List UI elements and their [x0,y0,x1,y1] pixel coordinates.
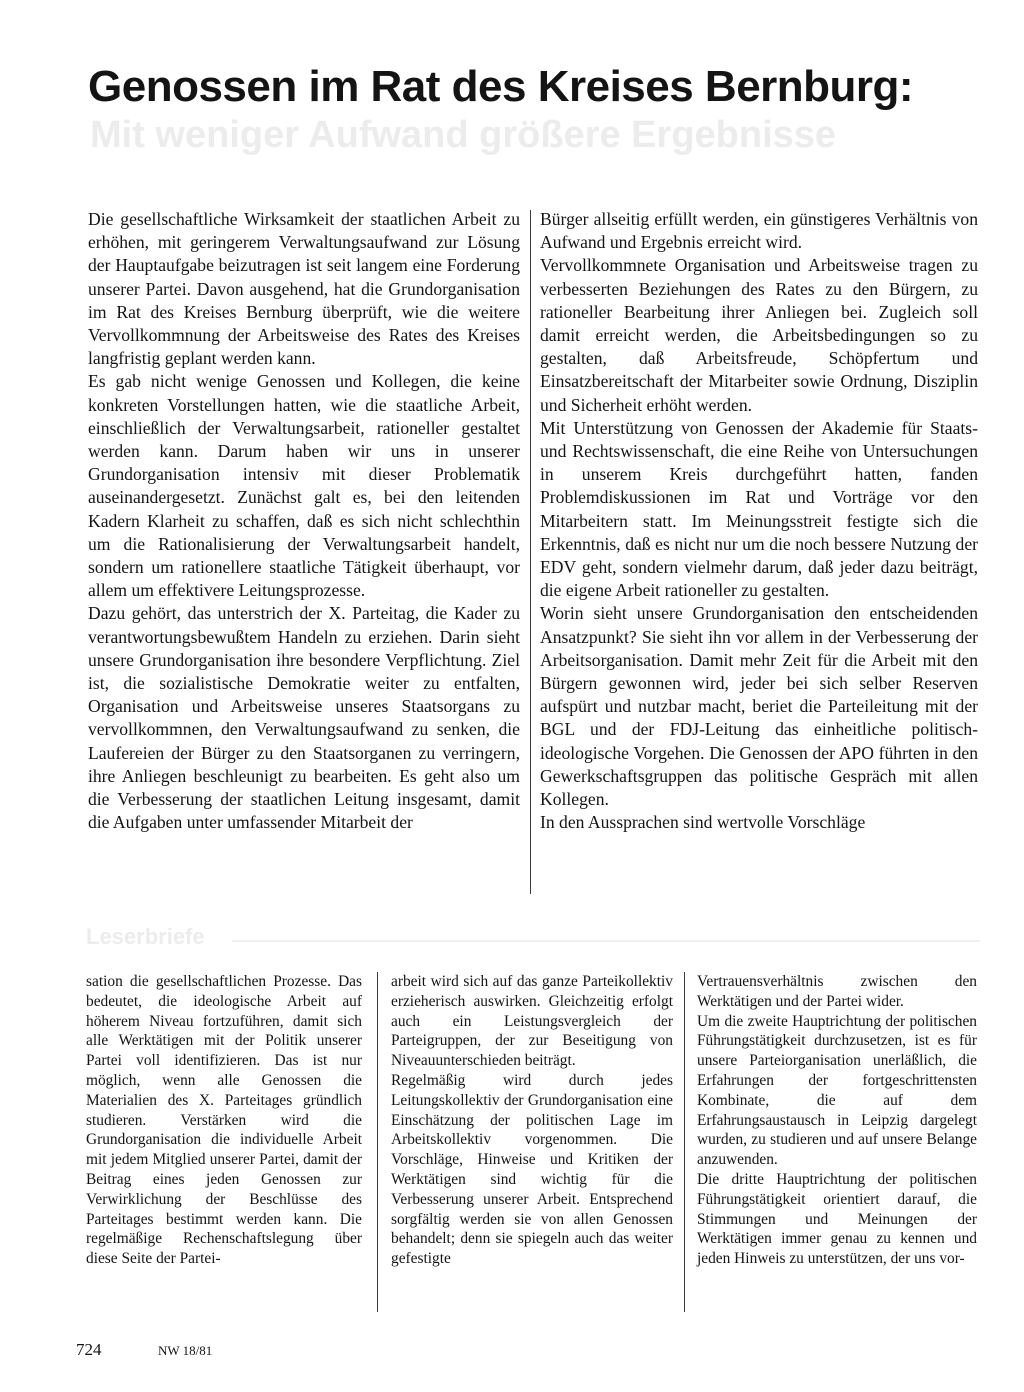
article-paragraph: Es gab nicht wenige Genossen und Kollegen, die keine konkreten Vorstellungen hatten, wie die staatliche Arbeit, einschließlich der Verwaltungsarbeit, rationeller gestaltet werden kann. Darum haben wir uns in unserer Grundorganisation intensiv mit dieser Problematik auseinandergesetzt. Zunächst galt es, bei den leitenden Kadern Klarheit zu schaffen, daß es sich nicht schlechthin um die Rationalisierung der Verwaltungsarbeit handelt, sondern um rationellere staatliche Tätigkeit überhaupt, vor allem um effektivere Leitungsprozesse. [88,371,520,601]
letters-column-1 [86,972,362,1269]
letters-paragraph: Regelmäßig wird durch jedes Leitungskollektiv der Grundorganisation eine Einschätzung der politischen Lage im Arbeitskollektiv vorgenommen. Die Vorschläge, Hinweise und Kritiken der Werktätigen sind wichtig für die Verbesserung unserer Arbeit. Entsprechend sorgfältig werden sie von allen Genossen behandelt; denn sie spiegeln auch das weiter gefestigte [391,1071,673,1268]
article-headline: Genossen im Rat des Kreises Bernburg: [88,62,914,111]
article-column-left [88,208,520,834]
letters-paragraph: arbeit wird sich auf das ganze Parteikollektiv erzieherisch auswirken. Gleichzeitig erfolgt auch ein Leistungsvergleich der Parteigruppen, der zur Beseitigung von Niveauunterschieden beiträgt. [391,973,673,1070]
column-divider [530,210,531,894]
article-column-right [540,208,978,834]
issue-label: NW 18/81 [158,1343,213,1358]
article-paragraph: Vervollkommnete Organisation und Arbeitsweise tragen zu verbesserten Beziehungen des Rates zu den Bürgern, zu rationeller Bearbeitung ihrer Anliegen bei. Zugleich soll damit erreicht werden, die Arbeitsbedingungen so zu gestalten, daß Arbeitsfreude, Schöpfertum und Einsatzbereitschaft der Mitarbeiter sowie Ordnung, Disziplin und Sicherheit erhöht werden. [540,255,978,415]
letters-column-2 [391,972,673,1269]
article-subheadline: Mit weniger Aufwand größere Ergebnisse [90,114,837,156]
letters-paragraph: sation die gesellschaftlichen Prozesse. Das bedeutet, die ideologische Arbeit auf höherem Niveau fortzuführen, damit sich alle Werktätigen mit der Politik unserer Partei voll identifizieren. Das ist nur möglich, wenn alle Genossen die Materialien des X. Parteitages gründlich studieren. Verstärken wird die Grundorganisation die individuelle Arbeit mit jedem Mitglied unserer Partei, damit der Beitrag eines jeden Genossen zur Verwirklichung der Beschlüsse des Parteitages bestimmt werden kann. Die regelmäßige Rechenschaftslegung über diese Seite der Partei- [86,973,362,1268]
article-paragraph: Mit Unterstützung von Genossen der Akademie für Staats- und Rechtswissenschaft, die eine Reihe von Untersuchungen in unserem Kreis durchgeführt hatten, fanden Problemdiskussionen im Rat und Vorträge vor den Mitarbeitern statt. Im Meinungsstreit festigte sich die Erkenntnis, daß es nicht nur um die noch bessere Nutzung der EDV geht, sondern vielmehr darum, daß jeder dazu beiträgt, die eigene Arbeit rationeller zu gestalten. [540,417,978,601]
section-divider [232,940,980,942]
column-divider [377,972,378,1312]
page-number: 724 [76,1340,102,1359]
letters-column-3 [697,972,977,1269]
letters-paragraph: Um die zweite Hauptrichtung der politischen Führungstätigkeit durchzusetzen, ist es für unsere Parteiorganisation unerläßlich, die Erfahrungen der fortgeschrittensten Kombinate, die auf dem Erfahrungsaustausch in Leipzig dargelegt wurden, zu studieren und auf unsere Belange anzuwenden. [697,1012,977,1169]
article-paragraph: Dazu gehört, das unterstrich der X. Parteitag, die Kader zu verantwortungsbewußtem Handeln zu erziehen. Darin sieht unsere Grundorganisation ihre besondere Verpflichtung. Ziel ist, die sozialistische Demokratie weiter zu entfalten, Organisation und Arbeitsweise unseres Staatsorgans zu vervollkommnen, den Verwaltungsaufwand zu senken, die Laufereien der Bürger zu den Staatsorganen zu verringern, ihre Anliegen beschleunigt zu bearbeiten. Es geht also um die Verbesserung der staatlichen Leitung insgesamt, damit die Aufgaben unter umfassender Mitarbeit der [88,603,520,833]
letters-paragraph: Die dritte Hauptrichtung der politischen Führungstätigkeit orientiert darauf, die Stimmungen und Meinungen der Werktätigen immer genau zu kennen und jeden Hinweis zu unterstützen, der uns vor- [697,1170,977,1268]
letters-paragraph: Vertrauensverhältnis zwischen den Werktätigen und der Partei wider. [697,973,977,1010]
article-paragraph: Die gesellschaftliche Wirksamkeit der staatlichen Arbeit zu erhöhen, mit geringerem Verwaltungsaufwand zur Lösung der Hauptaufgabe beizutragen ist seit langem eine Forderung unserer Partei. Davon ausgehend, hat die Grundorganisation im Rat des Kreises Bernburg überprüft, wie die weitere Vervollkommnung der Arbeitsweise des Rates des Kreises langfristig geplant werden kann. [88,209,520,369]
section-label: Leserbriefe [86,924,205,949]
article-paragraph: Bürger allseitig erfüllt werden, ein günstigeres Verhältnis von Aufwand und Ergebnis erreicht wird. [540,209,978,253]
column-divider [684,972,685,1312]
article-paragraph: In den Aussprachen sind wertvolle Vorschläge [540,812,866,833]
article-paragraph: Worin sieht unsere Grundorganisation den entscheidenden Ansatzpunkt? Sie sieht ihn vor allem in der Verbesserung der Arbeitsorganisation. Damit mehr Zeit für die Arbeit mit den Bürgern gewonnen wird, jeder bei sich selber Reserven aufspürt und nutzbar macht, beriet die Parteileitung mit der BGL und der FDJ-Leitung das einheitliche politisch-ideologische Vorgehen. Die Genossen der APO führten in den Gewerkschaftsgruppen das politische Gespräch mit allen Kollegen. [540,603,978,810]
